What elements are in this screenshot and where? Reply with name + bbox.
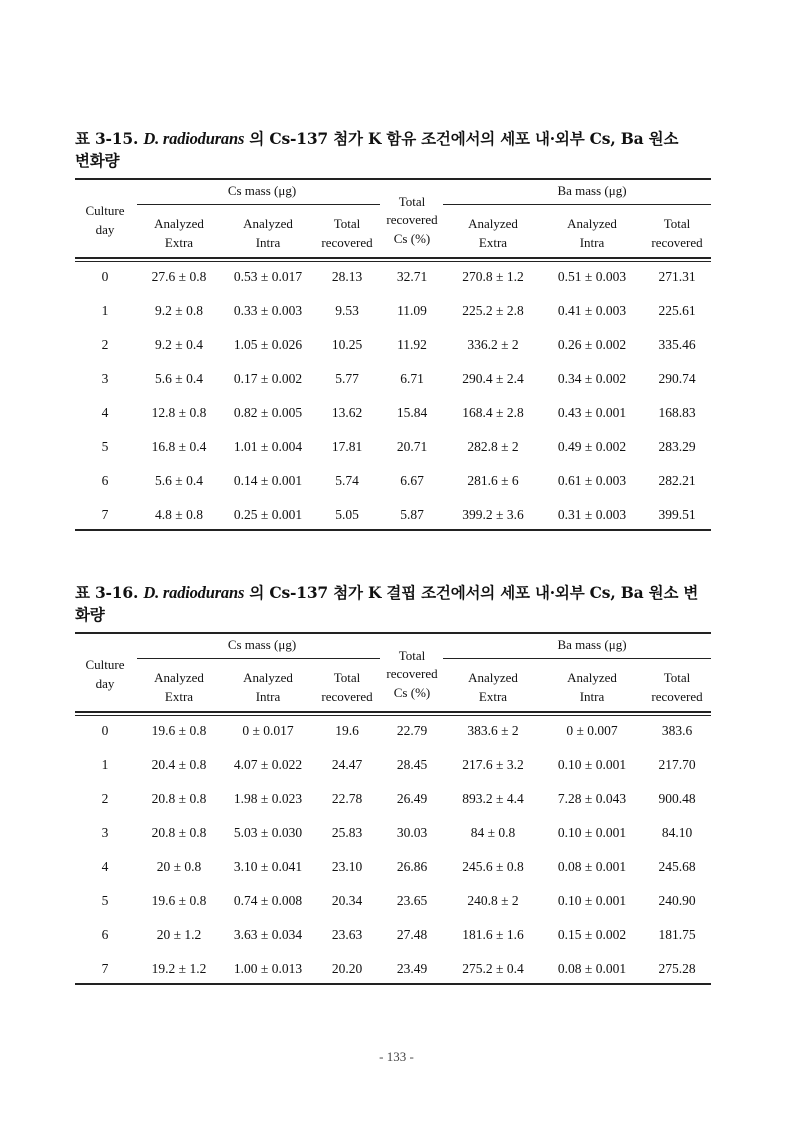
table-cell: 900.48 xyxy=(658,791,696,806)
table-cell: 5.77 xyxy=(335,371,359,386)
header-cs-mass: Cs mass (μg) xyxy=(227,183,297,198)
table-cell: 0 ± 0.017 xyxy=(242,723,294,738)
header-ba-intra: Analyzed xyxy=(567,216,617,231)
table-cell: 283.29 xyxy=(658,439,696,454)
table-cell: 5.05 xyxy=(335,507,359,522)
table-cell: 19.2 ± 1.2 xyxy=(151,961,207,976)
table-caption xyxy=(75,582,715,626)
table-cell: 168.83 xyxy=(658,405,696,420)
header-cs-total: recovered xyxy=(321,689,373,704)
table-cell: 15.84 xyxy=(396,405,428,420)
header-bottom-rule xyxy=(75,257,711,259)
table-cell: 225.61 xyxy=(658,303,696,318)
header-ba-extra: Extra xyxy=(478,235,508,250)
table-cell: 0.61 ± 0.003 xyxy=(557,473,627,488)
header-ba-total: Total xyxy=(663,216,691,231)
cs-group-rule xyxy=(137,658,380,659)
table-cell: 20.4 ± 0.8 xyxy=(151,757,207,772)
table-cell: 0.14 ± 0.001 xyxy=(233,473,303,488)
table-cell: 11.09 xyxy=(397,303,427,318)
header-bottom-rule-2 xyxy=(75,261,711,262)
table-cell: 245.68 xyxy=(658,859,696,874)
table-cell: 181.75 xyxy=(658,927,696,942)
header-ba-total: recovered xyxy=(651,235,703,250)
table-cell: 3 xyxy=(101,371,109,386)
table-cell: 26.86 xyxy=(396,859,428,874)
table-cell: 7 xyxy=(101,961,109,976)
table-cell: 0.15 ± 0.002 xyxy=(557,927,627,942)
header-ba-mass: Ba mass (μg) xyxy=(557,637,627,652)
table-cell: 290.4 ± 2.4 xyxy=(462,371,524,386)
page-number: - 133 - xyxy=(379,1049,414,1064)
table-cell: 5 xyxy=(101,439,109,454)
table-cell: 1 xyxy=(101,757,109,772)
header-bottom-rule xyxy=(75,711,711,713)
table-cell: 271.31 xyxy=(658,269,696,284)
table-cell: 168.4 ± 2.8 xyxy=(462,405,524,420)
table-cell: 9.2 ± 0.8 xyxy=(155,303,203,318)
table-cell: 10.25 xyxy=(331,337,363,352)
table-bottom-rule xyxy=(75,529,711,531)
table-cell: 0.51 ± 0.003 xyxy=(557,269,627,284)
table-cell: 383.6 ± 2 xyxy=(467,723,519,738)
table-cell: 17.81 xyxy=(331,439,363,454)
table-cell: 4.8 ± 0.8 xyxy=(155,507,203,522)
caption-text: 의 Cs-137 첨가 K 함유 조건에서의 세포 내·외부 Cs, Ba 원소 xyxy=(249,129,679,148)
header-cs-extra: Extra xyxy=(164,235,194,250)
header-ba-intra: Intra xyxy=(579,689,605,704)
table-cell: 32.71 xyxy=(396,269,428,284)
caption-number: 표 3-15. xyxy=(75,129,139,148)
table-cell: 290.74 xyxy=(658,371,696,386)
header-ba-extra: Analyzed xyxy=(468,216,518,231)
header-cs-intra: Intra xyxy=(255,235,281,250)
table-cell: 282.21 xyxy=(658,473,696,488)
header-ba-extra: Extra xyxy=(478,689,508,704)
header-cs-total: Total xyxy=(333,216,361,231)
header-cs-mass: Cs mass (μg) xyxy=(227,637,297,652)
table-cell: 19.6 xyxy=(335,723,359,738)
caption-species: D. radiodurans xyxy=(143,583,245,602)
table-cell: 7 xyxy=(101,507,109,522)
table-cell: 25.83 xyxy=(331,825,363,840)
table-cell: 13.62 xyxy=(331,405,363,420)
header-ba-total: recovered xyxy=(651,689,703,704)
table-cell: 0.53 ± 0.017 xyxy=(233,269,303,284)
table-cell: 240.90 xyxy=(658,893,696,908)
table-cell: 6 xyxy=(101,473,109,488)
table-cell: 23.63 xyxy=(331,927,363,942)
table-cell: 282.8 ± 2 xyxy=(467,439,519,454)
table-cell: 217.70 xyxy=(658,757,696,772)
data-table xyxy=(75,632,711,992)
header-cs-intra: Analyzed xyxy=(243,216,293,231)
table-cell: 1.05 ± 0.026 xyxy=(233,337,303,352)
header-culture-day: Culture xyxy=(85,657,125,672)
table-cell: 181.6 ± 1.6 xyxy=(462,927,524,942)
table-cell: 6.67 xyxy=(400,473,424,488)
table-cell: 3.10 ± 0.041 xyxy=(233,859,303,874)
table-cell: 399.2 ± 3.6 xyxy=(462,507,524,522)
table-cell: 19.6 ± 0.8 xyxy=(151,893,207,908)
table-cell: 20 ± 0.8 xyxy=(156,859,202,874)
caption-species: D. radiodurans xyxy=(143,129,245,148)
table-cell: 3.63 ± 0.034 xyxy=(233,927,303,942)
table-cell: 0.82 ± 0.005 xyxy=(233,405,303,420)
header-ba-total: Total xyxy=(663,670,691,685)
table-cell: 5.6 ± 0.4 xyxy=(155,371,203,386)
table-cell: 0.31 ± 0.003 xyxy=(557,507,627,522)
caption-text-line2: 화량 xyxy=(75,605,105,624)
table-cell: 84.10 xyxy=(661,825,693,840)
table-cell: 7.28 ± 0.043 xyxy=(557,791,627,806)
table-cell: 399.51 xyxy=(658,507,696,522)
table-cell: 0.43 ± 0.001 xyxy=(557,405,627,420)
table-cell: 275.28 xyxy=(658,961,696,976)
data-table xyxy=(75,178,711,538)
table-cell: 1.01 ± 0.004 xyxy=(233,439,303,454)
table-cell: 20 ± 1.2 xyxy=(156,927,202,942)
caption-text: 의 Cs-137 첨가 K 결핍 조건에서의 세포 내·외부 Cs, Ba 원소 변 xyxy=(249,583,699,602)
table-cell: 5.03 ± 0.030 xyxy=(233,825,303,840)
table-cell: 0.74 ± 0.008 xyxy=(233,893,303,908)
table-cell: 23.65 xyxy=(396,893,428,908)
table-caption xyxy=(75,128,715,172)
table-cell: 336.2 ± 2 xyxy=(467,337,519,352)
table-cell: 23.49 xyxy=(396,961,428,976)
table-cell: 245.6 ± 0.8 xyxy=(462,859,524,874)
table-cell: 2 xyxy=(101,791,109,806)
ba-group-rule xyxy=(443,658,711,659)
table-cell: 12.8 ± 0.8 xyxy=(151,405,207,420)
table-cell: 240.8 ± 2 xyxy=(467,893,519,908)
table-cell: 6.71 xyxy=(400,371,424,386)
table-top-rule xyxy=(75,632,711,634)
table-cell: 0 xyxy=(101,723,109,738)
table-cell: 11.92 xyxy=(397,337,427,352)
caption-number: 표 3-16. xyxy=(75,583,139,602)
table-cell: 2 xyxy=(101,337,109,352)
header-ba-extra: Analyzed xyxy=(468,670,518,685)
table-cell: 0.34 ± 0.002 xyxy=(557,371,627,386)
table-cell: 3 xyxy=(101,825,109,840)
table-cell: 84 ± 0.8 xyxy=(470,825,516,840)
header-ba-intra: Intra xyxy=(579,235,605,250)
table-cell: 0.08 ± 0.001 xyxy=(557,859,627,874)
table-cell: 22.79 xyxy=(396,723,428,738)
table-cell: 0.10 ± 0.001 xyxy=(557,757,627,772)
table-cell: 6 xyxy=(101,927,109,942)
table-cell: 225.2 ± 2.8 xyxy=(462,303,524,318)
header-cs-intra: Analyzed xyxy=(243,670,293,685)
table-cell: 20.71 xyxy=(396,439,428,454)
header-total-recovered-cs: recovered xyxy=(386,212,438,227)
table-cell: 217.6 ± 3.2 xyxy=(462,757,524,772)
header-ba-mass: Ba mass (μg) xyxy=(557,183,627,198)
cs-group-rule xyxy=(137,204,380,205)
table-cell: 0.17 ± 0.002 xyxy=(233,371,303,386)
table-cell: 1 xyxy=(101,303,109,318)
table-cell: 270.8 ± 1.2 xyxy=(462,269,524,284)
header-total-recovered-cs: Cs (%) xyxy=(393,231,431,246)
header-culture-day: day xyxy=(95,676,115,691)
header-cs-extra: Extra xyxy=(164,689,194,704)
caption-text-line2: 변화량 xyxy=(75,151,120,170)
table-cell: 4 xyxy=(101,405,109,420)
header-total-recovered-cs: Total xyxy=(398,194,426,209)
table-cell: 0.10 ± 0.001 xyxy=(557,825,627,840)
table-cell: 30.03 xyxy=(396,825,428,840)
table-cell: 5 xyxy=(101,893,109,908)
table-cell: 27.48 xyxy=(396,927,428,942)
table-cell: 4 xyxy=(101,859,109,874)
table-cell: 0.25 ± 0.001 xyxy=(233,507,303,522)
header-culture-day: Culture xyxy=(85,203,125,218)
table-cell: 5.74 xyxy=(335,473,359,488)
table-cell: 0.10 ± 0.001 xyxy=(557,893,627,908)
table-cell: 20.34 xyxy=(331,893,363,908)
table-cell: 26.49 xyxy=(396,791,428,806)
table-cell: 20.8 ± 0.8 xyxy=(151,825,207,840)
table-cell: 16.8 ± 0.4 xyxy=(151,439,207,454)
table-cell: 9.53 xyxy=(335,303,359,318)
header-bottom-rule-2 xyxy=(75,715,711,716)
table-cell: 281.6 ± 6 xyxy=(467,473,519,488)
table-cell: 1.98 ± 0.023 xyxy=(233,791,303,806)
table-top-rule xyxy=(75,178,711,180)
table-cell: 27.6 ± 0.8 xyxy=(151,269,207,284)
table-cell: 5.87 xyxy=(400,507,424,522)
table-cell: 0 xyxy=(101,269,109,284)
header-cs-total: recovered xyxy=(321,235,373,250)
table-cell: 28.45 xyxy=(396,757,428,772)
table-cell: 23.10 xyxy=(331,859,363,874)
table-cell: 893.2 ± 4.4 xyxy=(462,791,524,806)
table-cell: 22.78 xyxy=(331,791,363,806)
header-total-recovered-cs: Cs (%) xyxy=(393,685,431,700)
table-cell: 383.6 xyxy=(661,723,693,738)
ba-group-rule xyxy=(443,204,711,205)
table-cell: 1.00 ± 0.013 xyxy=(233,961,303,976)
table-cell: 0.26 ± 0.002 xyxy=(557,337,627,352)
table-cell: 0.41 ± 0.003 xyxy=(557,303,627,318)
header-cs-extra: Analyzed xyxy=(154,216,204,231)
header-cs-intra: Intra xyxy=(255,689,281,704)
table-cell: 335.46 xyxy=(658,337,696,352)
table-cell: 275.2 ± 0.4 xyxy=(462,961,524,976)
header-cs-extra: Analyzed xyxy=(154,670,204,685)
table-cell: 4.07 ± 0.022 xyxy=(233,757,303,772)
table-cell: 24.47 xyxy=(331,757,363,772)
table-cell: 28.13 xyxy=(331,269,363,284)
table-cell: 9.2 ± 0.4 xyxy=(155,337,203,352)
table-cell: 0 ± 0.007 xyxy=(566,723,618,738)
table-cell: 0.33 ± 0.003 xyxy=(233,303,303,318)
header-cs-total: Total xyxy=(333,670,361,685)
header-culture-day: day xyxy=(95,222,115,237)
table-cell: 19.6 ± 0.8 xyxy=(151,723,207,738)
header-ba-intra: Analyzed xyxy=(567,670,617,685)
table-cell: 0.49 ± 0.002 xyxy=(557,439,627,454)
table-cell: 5.6 ± 0.4 xyxy=(155,473,203,488)
header-total-recovered-cs: Total xyxy=(398,648,426,663)
table-bottom-rule xyxy=(75,983,711,985)
table-cell: 20.8 ± 0.8 xyxy=(151,791,207,806)
header-total-recovered-cs: recovered xyxy=(386,666,438,681)
table-cell: 0.08 ± 0.001 xyxy=(557,961,627,976)
table-cell: 20.20 xyxy=(331,961,363,976)
